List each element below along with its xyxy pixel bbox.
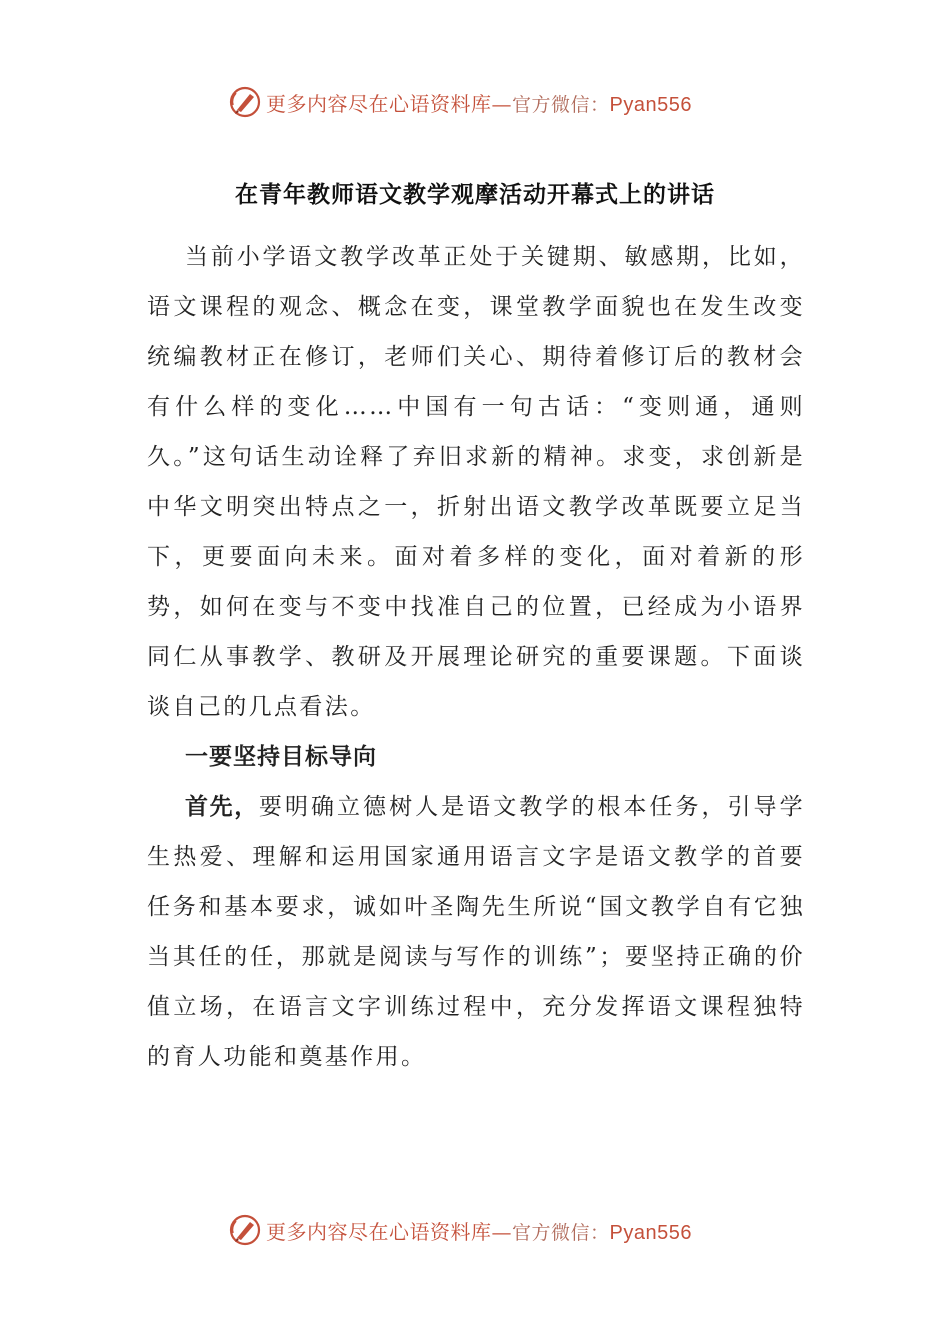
section-paragraph bbox=[147, 782, 805, 1082]
footer-banner bbox=[228, 1210, 728, 1250]
pen-circle-icon bbox=[228, 1213, 262, 1247]
banner-wechat-label: 官方微信： bbox=[512, 93, 610, 116]
pen-circle-icon bbox=[228, 85, 262, 119]
banner-wechat-id: Pyan556 bbox=[609, 93, 692, 116]
banner-main-text: 更多内容尽在心语资料库 bbox=[266, 1219, 492, 1244]
banner-main-text: 更多内容尽在心语资料库 bbox=[266, 91, 492, 116]
header-banner bbox=[228, 82, 728, 122]
banner-wechat-label: 官方微信： bbox=[512, 1221, 610, 1244]
banner-dash: — bbox=[491, 91, 512, 116]
intro-paragraph: 当前小学语文教学改革正处于关键期、敏感期，比如，语文课程的观念、概念在变，课堂教学面貌也在发生改变统编教材正在修订，老师们关心、期待着修订后的教材会有什么样的变化……中国有一句古话：“变则通，通则久。”这句话生动诠释了弃旧求新的精神。求变，求创新是中华文明突出特点之一，折射出语文教学改革既要立足当下，更要面向未来。面对着多样的变化，面对着新的形势，如何在变与不变中找准自己的位置，已经成为小语界同仁从事教学、教研及开展理论研究的重要课题。下面谈谈自己的几点看法。 bbox=[147, 244, 805, 720]
document-body bbox=[147, 232, 805, 1082]
section-text: 要明确立德树人是语文教学的根本任务，引导学生热爱、理解和运用国家通用语言文字是语文教学的首要任务和基本要求，诚如叶圣陶先生所说“国文教学自有它独当其任的任，那就是阅读与写作的训练”；要坚持正确的价值立场，在语言文字训练过程中，充分发挥语文课程独特的育人功能和奠基作用。 bbox=[147, 794, 805, 1070]
section-heading: 一要坚持目标导向 bbox=[185, 744, 377, 770]
banner-text bbox=[266, 1216, 692, 1245]
section-lead: 首先， bbox=[185, 794, 259, 820]
document-title: 在青年教师语文教学观摩活动开幕式上的讲话 bbox=[235, 182, 715, 208]
banner-text bbox=[266, 88, 692, 117]
banner-dash: — bbox=[491, 1219, 512, 1244]
banner-wechat-id: Pyan556 bbox=[609, 1221, 692, 1244]
